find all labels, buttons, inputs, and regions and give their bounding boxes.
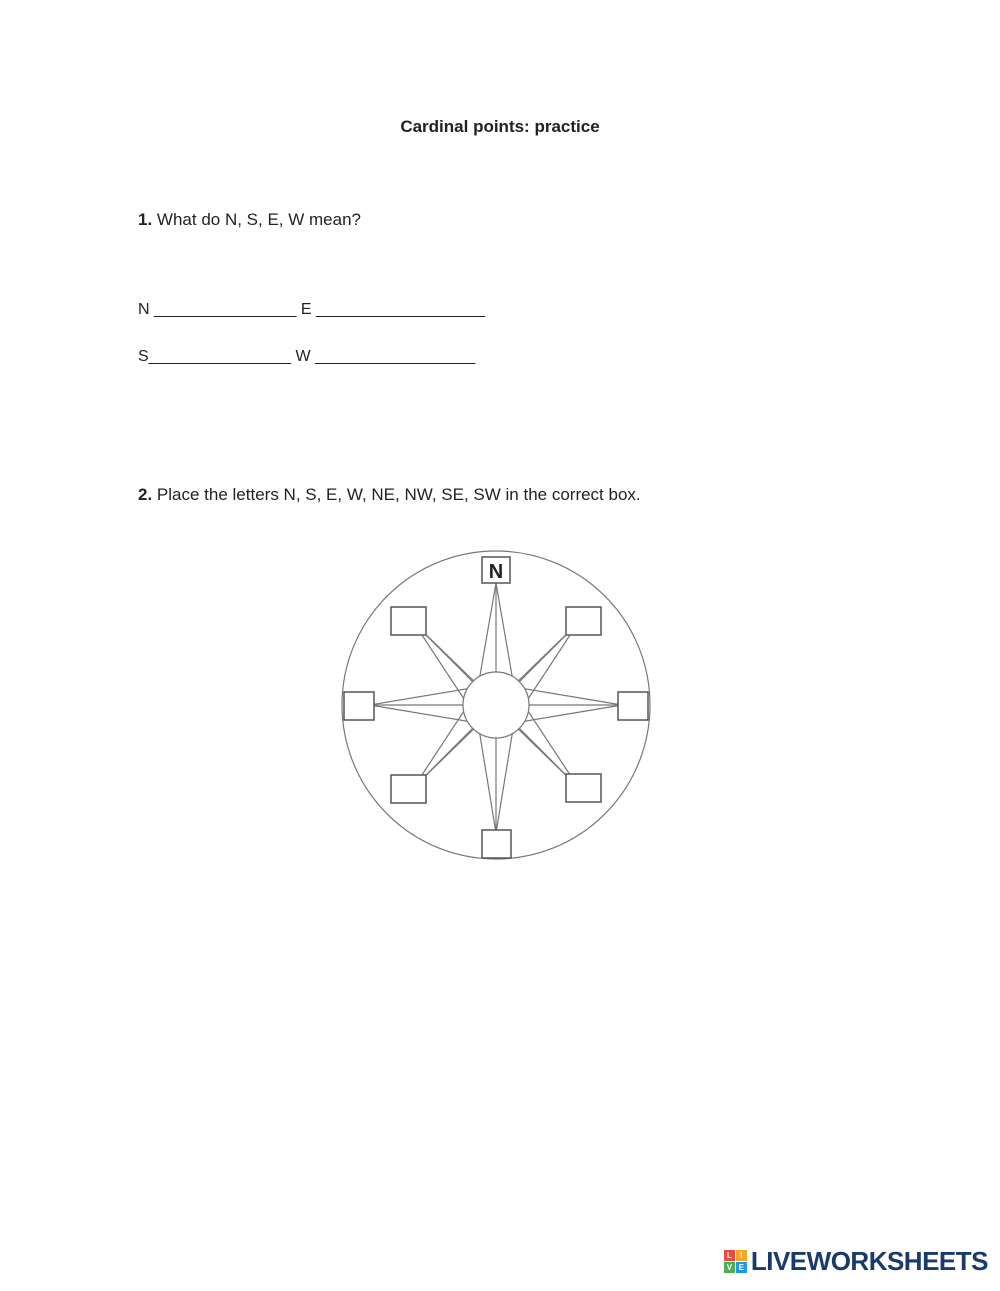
question-2-number: 2. <box>138 485 153 504</box>
label-s: S <box>138 348 149 365</box>
liveworksheets-logo-icon <box>724 1250 747 1273</box>
question-1-number: 1. <box>138 210 153 229</box>
label-e: E <box>300 301 312 318</box>
question-1 <box>138 210 361 230</box>
label-n: N <box>138 301 150 318</box>
box-northeast[interactable] <box>566 607 601 635</box>
question-1-text: What do N, S, E, W mean? <box>156 210 361 229</box>
footer-logo <box>724 1246 988 1277</box>
page-title: Cardinal points: practice <box>400 117 600 136</box>
logo-letter-i: I <box>736 1250 747 1261</box>
label-w: W <box>295 348 311 365</box>
box-southwest[interactable] <box>391 775 426 803</box>
logo-letter-e: E <box>736 1262 747 1273</box>
answer-line-2 <box>138 348 475 366</box>
question-2 <box>138 485 641 505</box>
compass-rose <box>330 545 670 875</box>
blank-e[interactable]: ___________________ <box>315 301 486 318</box>
box-west[interactable] <box>344 692 374 720</box>
question-2-text: Place the letters N, S, E, W, NE, NW, SE, SW in the correct box. <box>156 485 641 504</box>
box-southeast[interactable] <box>566 774 601 802</box>
blank-w[interactable]: __________________ <box>315 348 476 365</box>
blank-n[interactable]: ________________ <box>154 301 297 318</box>
logo-letter-l: L <box>724 1250 735 1261</box>
brand-name: LIVEWORKSHEETS <box>750 1246 988 1276</box>
blank-s[interactable]: ________________ <box>148 348 292 365</box>
box-north-letter: N <box>488 561 504 583</box>
logo-letter-v: V <box>724 1262 735 1273</box>
answer-line-1 <box>138 301 485 319</box>
box-east[interactable] <box>618 692 648 720</box>
compass-center-circle <box>463 672 529 738</box>
box-south[interactable] <box>482 830 511 858</box>
box-northwest[interactable] <box>391 607 426 635</box>
